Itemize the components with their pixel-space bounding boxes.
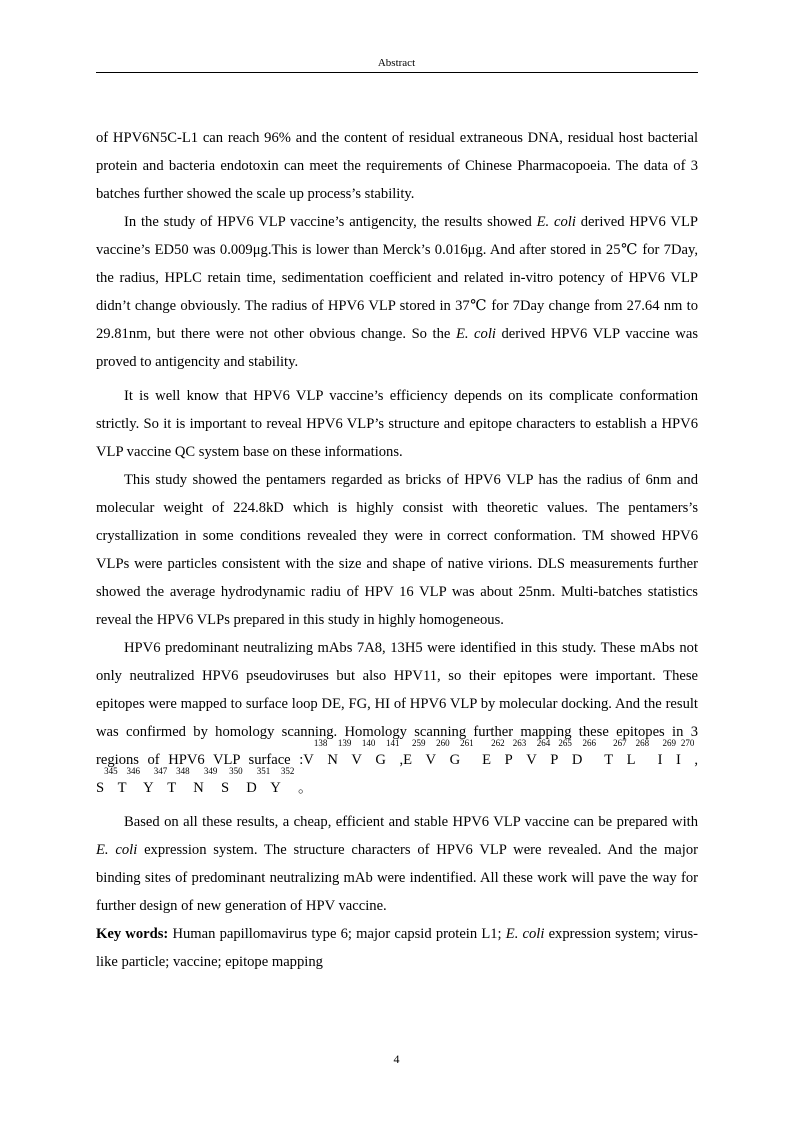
residue-position: 352 <box>280 766 295 776</box>
epitope-residue: D <box>571 752 583 768</box>
residue-position: 348 <box>176 766 190 776</box>
residue-position: 139 <box>337 738 352 748</box>
species-name: E. coli <box>505 926 545 942</box>
residue-position: 262 <box>491 738 505 748</box>
residue-position: 141 <box>385 738 400 748</box>
paragraph-pentamers: This study showed the pentamers regarded as bricks of HPV6 VLP has the radius of 6nm and molecular weight of 224.8kD which is highly consist with theoretic values. The pentamers’s crystallization in some conditions revealed they were in correct conformation. TM showed HPV6 VLPs were particles consistent with the size and shape of native virions. DLS measurements further showed the average hydrodynamic radiu of HPV 16 VLP was about 25nm. Multi-batches statistics reveal the HPV6 VLPs prepared in this study in highly homogeneous. <box>96 472 698 628</box>
epitope-residue: S <box>217 780 230 796</box>
residue-position: 345 <box>104 766 118 776</box>
residue-position: 259 <box>412 738 426 748</box>
epitope-residue: N <box>189 780 204 796</box>
paragraph-epitopes <box>96 634 698 802</box>
epitope-residue: D <box>242 780 257 796</box>
paragraph-conformation: It is well know that HPV6 VLP vaccine’s efficiency depends on its complicate conformation strictly. So it is important to reveal HPV6 VLP’s structure and epitope characters to establish a HPV6 VLP vaccine QC system base on these informations. <box>96 388 698 460</box>
residue-position: 350 <box>229 766 243 776</box>
residue-position: 351 <box>256 766 271 776</box>
residue-position: 140 <box>361 738 376 748</box>
text-span: HPV6 predominant neutralizing mAbs 7A8, 13H5 were identified in this study. These mAbs not only neutralized HPV6 pseudoviruses but also HPV11, so their epitopes were important. These epitopes were mapped to surface loop DE, FG, HI of HPV6 VLP by molecular docking. And the result was confirmed by homology scanning. Homology scanning further mapping these epitopes in 3 regions of HPV6 VLP surface : <box>96 640 698 768</box>
residue-position: 270 <box>680 738 695 748</box>
epitope-residue: Y <box>140 780 154 796</box>
residue-position: 347 <box>153 766 168 776</box>
keywords-label: Key words: <box>96 926 169 942</box>
species-name: E. coli <box>455 326 496 342</box>
epitope-residue: V <box>425 752 437 768</box>
epitope-residue: I <box>649 752 663 768</box>
text-span: derived HPV6 VLP vaccine’s ED50 was 0.009μg.This is lower than Merck’s 0.016μg. And after stored in 25℃ for 7Day, the radius, HPLC retain time, sedimentation coefficient and related in-vitro potency of HPV6 VLP didn’t change obviously. The radius of HPV6 VLP stored in 37℃ for 7Day change from 27.64 nm to 29.81nm, but there were not other obvious change. So the <box>96 214 698 342</box>
text-span: expression system. The structure characters of HPV6 VLP were revealed. And the major binding sites of predominant neutralizing mAb were indentified. All these work will pave the way for further design of new generation of HPV vaccine. <box>96 842 698 914</box>
text-span: derived HPV6 VLP vaccine was proved to antigencity and stability. <box>96 326 699 370</box>
keywords <box>96 920 698 976</box>
epitope-residue: G <box>375 752 386 768</box>
residue-position: 264 <box>536 738 551 748</box>
epitope-residue: V <box>351 752 362 768</box>
text-span: Based on all these results, a cheap, efficient and stable HPV6 VLP vaccine can be prepared with <box>124 814 698 830</box>
residue-position: 261 <box>460 738 474 748</box>
abstract-body <box>96 124 698 976</box>
residue-position: 263 <box>512 738 527 748</box>
epitope-residue: Y <box>270 780 281 796</box>
paragraph-conclusion <box>96 808 698 920</box>
text-span: Human papillomavirus type 6; major capsid protein L1; <box>168 926 506 942</box>
epitope-residue: V <box>303 752 314 768</box>
epitope-residue: V <box>526 752 537 768</box>
residue-position: 138 <box>313 738 328 748</box>
epitope-residue: E <box>473 752 492 768</box>
species-name: E. coli <box>536 214 576 230</box>
epitope-residue: P <box>550 752 559 768</box>
epitope-residue: T <box>117 780 127 796</box>
page-number: 4 <box>393 1052 400 1066</box>
epitope-residue: , <box>399 752 404 768</box>
epitope-residue: G <box>449 752 461 768</box>
residue-position: 266 <box>582 738 596 748</box>
epitope-residue: 。 <box>294 780 313 796</box>
residue-position: 268 <box>635 738 650 748</box>
residue-position: 265 <box>558 738 572 748</box>
epitope-residue: I <box>675 752 681 768</box>
epitope-residue: L <box>626 752 636 768</box>
epitope-residue: , S <box>96 752 698 796</box>
residue-position: 267 <box>613 738 627 748</box>
text-span: expression system; virus-like particle; vaccine; epitope mapping <box>96 926 698 970</box>
epitope-residue: T <box>595 752 614 768</box>
residue-position: 269 <box>662 738 676 748</box>
residue-position: 260 <box>436 738 450 748</box>
residue-position: 346 <box>126 766 141 776</box>
residue-position: 349 <box>203 766 218 776</box>
paragraph-purity: of HPV6N5C-L1 can reach 96% and the content of residual extraneous DNA, residual host bacterial protein and bacteria endotoxin can meet the requirements of Chinese Pharmacopoeia. The data of 3 batches further showed the scale up process’s stability. <box>96 130 698 202</box>
epitope-residue: P <box>504 752 513 768</box>
header-rule <box>96 72 698 73</box>
running-header: Abstract <box>377 57 416 69</box>
epitope-residue: E <box>403 752 413 768</box>
epitope-residue: T <box>167 780 177 796</box>
epitope-residue: N <box>327 752 338 768</box>
paragraph-antigenicity <box>96 208 698 376</box>
text-span: In the study of HPV6 VLP vaccine’s antigencity, the results showed <box>124 214 537 230</box>
species-name: E. coli <box>96 842 138 858</box>
